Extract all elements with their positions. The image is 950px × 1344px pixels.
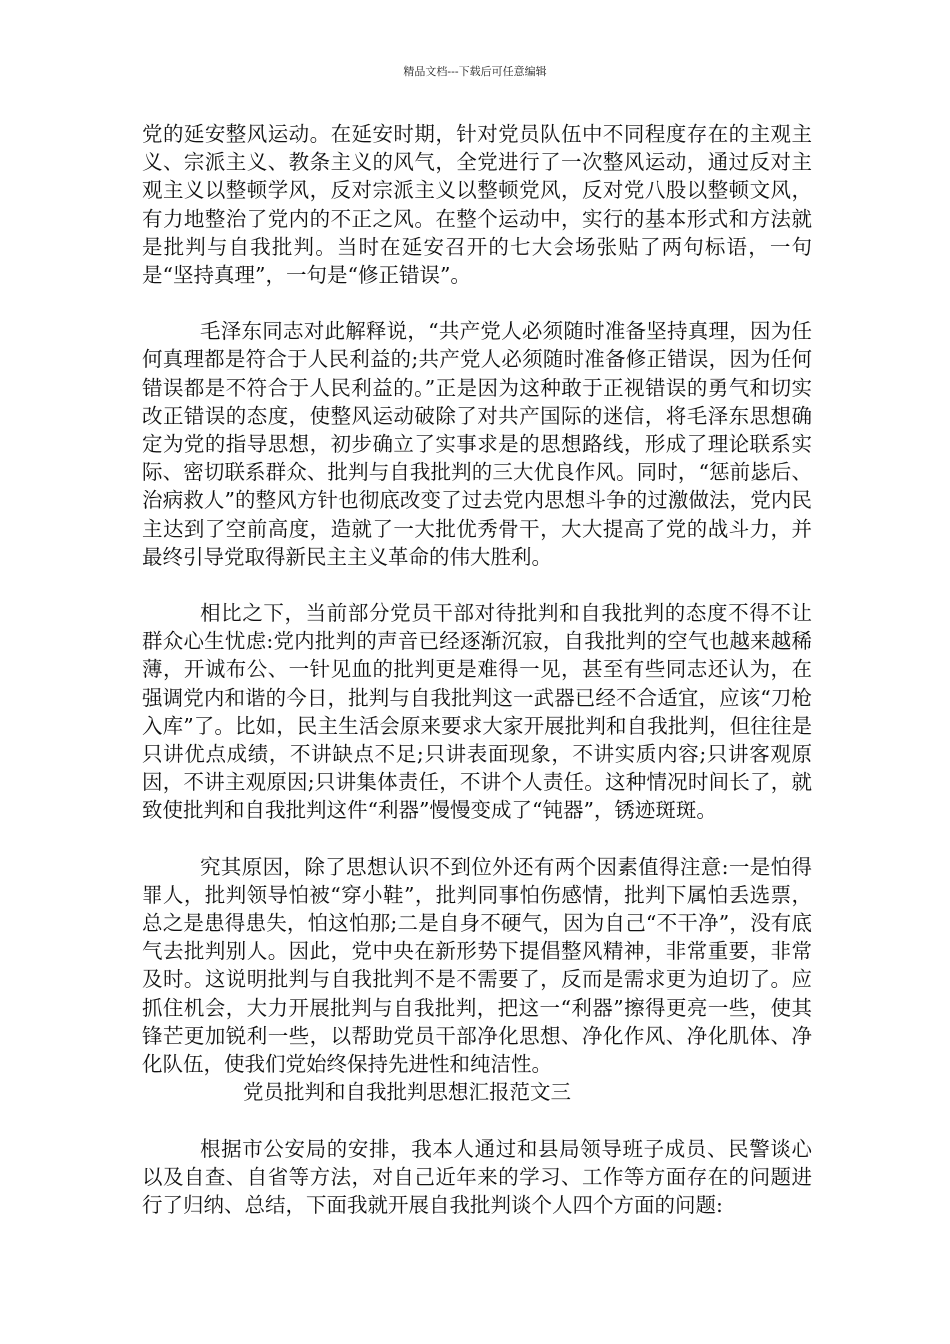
paragraph-5: 根据市公安局的安排，我本人通过和县局领导班子成员、民警谈心以及自查、自省等方法，对自己近年来的学习、工作等方面存在的问题进行了归纳、总结，下面我就开展自我批判谈个人四个方面的问题: <box>142 1136 812 1217</box>
page-header: 精品文档---下载后可任意编辑 <box>403 65 547 78</box>
paragraph-1: 党的延安整风运动。在延安时期，针对党员队伍中不同程度存在的主观主义、宗派主义、教条主义的风气，全党进行了一次整风运动，通过反对主观主义以整顿学风，反对宗派主义以整顿党风，反对党八股以整顿文风，有力地整治了党内的不正之风。在整个运动中，实行的基本形式和方法就是批判与自我批判。当时在延安召开的七大会场张贴了两句标语，一句是“坚持真理”，一句是“修正错误”。 <box>142 122 812 288</box>
paragraph-3: 相比之下，当前部分党员干部对待批判和自我批判的态度不得不让群众心生忧虑:党内批判的声音已经逐渐沉寂，自我批判的空气也越来越稀薄，开诚布公、一针见血的批判更是难得一见，甚至有些同志还认为，在强调党内和谐的今日，批判与自我批判这一武器已经不合适宜，应该“刀枪入库”了。比如，民主生活会原来要求大家开展批判和自我批判，但往往是只讲优点成绩，不讲缺点不足;只讲表面现象，不讲实质内容;只讲客观原因，不讲主观原因;只讲集体责任，不讲个人责任。这种情况时间长了，就致使批判和自我批判这件“利器”慢慢变成了“钝器”，锈迹斑斑。 <box>142 601 812 823</box>
document-body <box>142 120 812 1219</box>
paragraph-4: 究其原因，除了思想认识不到位外还有两个因素值得注意:一是怕得罪人，批判领导怕被“穿小鞋”，批判同事怕伤感情，批判下属怕丢选票，总之是患得患失，怕这怕那;二是自身不硬气，因为自己“不干净”，没有底气去批判别人。因此，党中央在新形势下提倡整风精神，非常重要，非常及时。这说明批判与自我批判不是不需要了，反而是需求更为迫切了。应抓住机会，大力开展批判与自我批判，把这一“利器”擦得更亮一些，使其锋芒更加锐利一些，以帮助党员干部净化思想、净化作风、净化肌体、净化队伍，使我们党始终保持先进性和纯洁性。 <box>142 854 812 1077</box>
section-title: 党员批判和自我批判思想汇报范文三 <box>243 1080 571 1105</box>
paragraph-2: 毛泽东同志对此解释说，“共产党人必须随时准备坚持真理，因为任何真理都是符合于人民利益的;共产党人必须随时准备修正错误，因为任何错误都是不符合于人民利益的。”正是因为这种敢于正视错误的勇气和切实改正错误的态度，使整风运动破除了对共产国际的迷信，将毛泽东思想确定为党的指导思想，初步确立了实事求是的思想路线，形成了理论联系实际、密切联系群众、批判与自我批判的三大优良作风。同时，“惩前毖后、治病救人”的整风方针也彻底改变了过去党内思想斗争的过激做法，党内民主达到了空前高度，造就了一大批优秀骨干，大大提高了党的战斗力，并最终引导党取得新民主主义革命的伟大胜利。 <box>142 319 812 569</box>
